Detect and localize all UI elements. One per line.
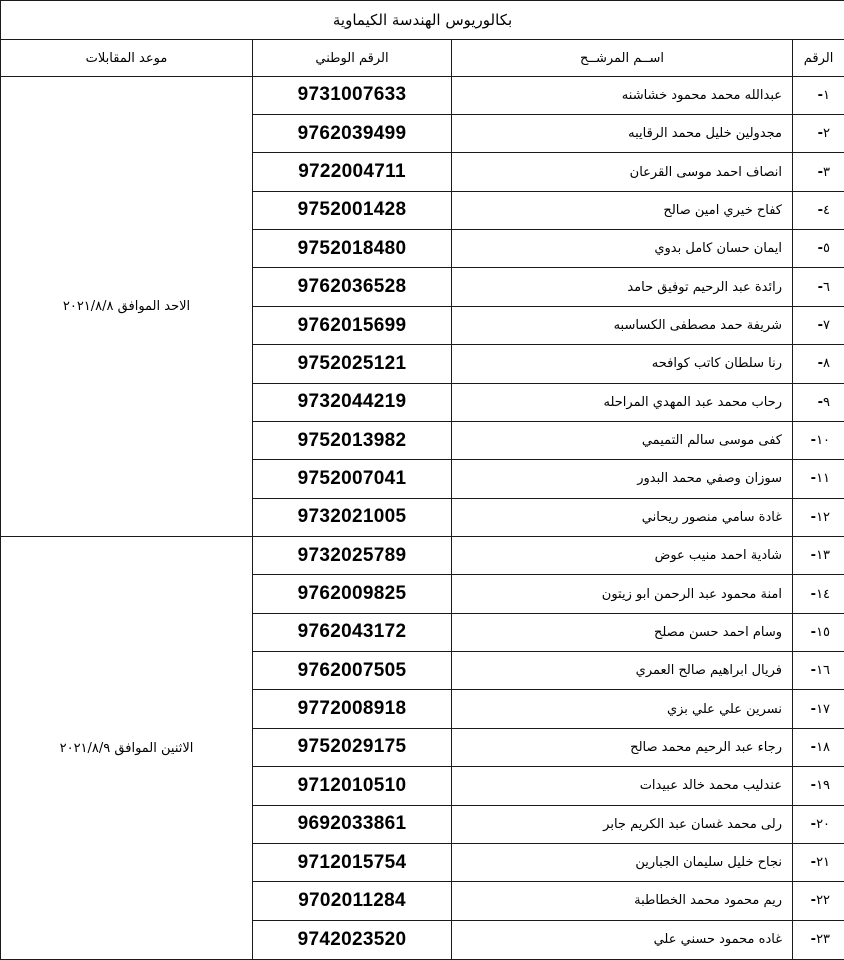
interview-date-cell: الاحد الموافق ٢٠٢١/٨/٨: [1, 76, 253, 536]
candidate-name-cell: عندليب محمد خالد عبيدات: [452, 767, 793, 805]
row-number-dash: -: [810, 739, 817, 755]
row-number-cell: [793, 421, 844, 459]
row-number-cell: [793, 383, 844, 421]
row-number: ٨: [823, 356, 831, 372]
candidate-name-cell: رلى محمد غسان عبد الكريم جابر: [452, 805, 793, 843]
row-number: ٩: [823, 394, 831, 410]
row-number-dash: -: [817, 202, 824, 218]
national-id-cell: 9752025121: [253, 345, 452, 383]
row-number-cell: [793, 537, 844, 575]
national-id-cell: 9752007041: [253, 460, 452, 498]
row-number-cell: [793, 575, 844, 613]
row-number-cell: [793, 115, 844, 153]
row-number-cell: [793, 805, 844, 843]
row-number-dash: -: [810, 663, 817, 679]
row-number-dash: -: [810, 586, 817, 602]
row-number: ٣: [823, 164, 831, 180]
candidate-name-cell: سوزان وصفي محمد البدور: [452, 460, 793, 498]
national-id-cell: 9712015754: [253, 843, 452, 881]
row-number: ٢١: [816, 855, 831, 871]
row-number: ٧: [823, 318, 831, 334]
row-number: ١٩: [816, 778, 831, 794]
row-number-cell: [793, 230, 844, 268]
header-national-id: الرقم الوطني: [253, 40, 452, 76]
title-row: [1, 1, 844, 40]
national-id-cell: 9752018480: [253, 230, 452, 268]
candidate-name-cell: رائدة عبد الرحيم توفيق حامد: [452, 268, 793, 306]
row-number-dash: -: [817, 356, 824, 372]
row-number-cell: [793, 920, 844, 959]
row-number-cell: [793, 306, 844, 344]
table-row: [1, 76, 844, 114]
candidate-name-cell: امنة محمود عبد الرحمن ابو زيتون: [452, 575, 793, 613]
row-number-dash: -: [810, 509, 817, 525]
row-number-cell: [793, 690, 844, 728]
table-row: [1, 537, 844, 575]
candidate-name-cell: شريفة حمد مصطفى الكساسبه: [452, 306, 793, 344]
row-number-dash: -: [817, 126, 824, 142]
candidate-name-cell: رنا سلطان كاتب كوافحه: [452, 345, 793, 383]
candidate-name-cell: غاده محمود حسني علي: [452, 920, 793, 959]
row-number-cell: [793, 345, 844, 383]
row-number-cell: [793, 153, 844, 191]
candidate-name-cell: ريم محمود محمد الخطاطبة: [452, 882, 793, 920]
national-id-cell: 9732044219: [253, 383, 452, 421]
row-number-dash: -: [817, 164, 824, 180]
row-number-cell: [793, 268, 844, 306]
row-number-dash: -: [817, 279, 824, 295]
row-number: ٢٣: [816, 932, 831, 948]
interview-date-cell: الاثنين الموافق ٢٠٢١/٨/٩: [1, 537, 253, 960]
row-number-cell: [793, 652, 844, 690]
national-id-cell: 9742023520: [253, 920, 452, 959]
candidate-name-cell: ايمان حسان كامل بدوي: [452, 230, 793, 268]
table-title: بكالوريوس الهندسة الكيماوية: [1, 1, 844, 40]
national-id-cell: 9732025789: [253, 537, 452, 575]
row-number-dash: -: [810, 778, 817, 794]
row-number: ٥: [823, 241, 831, 257]
row-number-dash: -: [810, 701, 817, 717]
national-id-cell: 9762015699: [253, 306, 452, 344]
row-number: ٢: [823, 126, 831, 142]
row-number: ١١: [816, 471, 831, 487]
row-number-dash: -: [817, 87, 824, 103]
header-interview-date: موعد المقابلات: [1, 40, 253, 76]
row-number: ١٥: [816, 624, 831, 640]
national-id-cell: 9731007633: [253, 76, 452, 114]
header-row: [1, 40, 844, 76]
row-number-cell: [793, 76, 844, 114]
national-id-cell: 9732021005: [253, 498, 452, 536]
row-number: ٦: [823, 279, 831, 295]
row-number: ١٤: [816, 586, 831, 602]
row-number-cell: [793, 460, 844, 498]
row-number: ١٨: [816, 739, 831, 755]
row-number: ١: [823, 87, 831, 103]
row-number: ١٦: [816, 663, 831, 679]
candidate-name-cell: وسام احمد حسن مصلح: [452, 613, 793, 651]
national-id-cell: 9752001428: [253, 191, 452, 229]
candidate-name-cell: كفى موسى سالم التميمي: [452, 421, 793, 459]
national-id-cell: 9752029175: [253, 728, 452, 766]
row-number-dash: -: [817, 394, 824, 410]
row-number-dash: -: [810, 932, 817, 948]
row-number-cell: [793, 613, 844, 651]
national-id-cell: 9762009825: [253, 575, 452, 613]
row-number-dash: -: [810, 893, 817, 909]
national-id-cell: 9762043172: [253, 613, 452, 651]
row-number-dash: -: [810, 548, 817, 564]
national-id-cell: 9752013982: [253, 421, 452, 459]
national-id-cell: 9712010510: [253, 767, 452, 805]
row-number: ١٠: [816, 433, 831, 449]
row-number-dash: -: [810, 816, 817, 832]
candidate-name-cell: كفاح خيري امين صالح: [452, 191, 793, 229]
header-candidate-name: اســم المرشــح: [452, 40, 793, 76]
candidate-name-cell: انصاف احمد موسى القرعان: [452, 153, 793, 191]
row-number-cell: [793, 498, 844, 536]
row-number: ٢٢: [816, 893, 831, 909]
row-number: ٢٠: [816, 816, 831, 832]
header-number: الرقم: [793, 40, 844, 76]
national-id-cell: 9762039499: [253, 115, 452, 153]
row-number-cell: [793, 843, 844, 881]
candidate-name-cell: نسرين علي علي بزي: [452, 690, 793, 728]
candidate-name-cell: فريال ابراهيم صالح العمري: [452, 652, 793, 690]
row-number-cell: [793, 191, 844, 229]
row-number: ١٧: [816, 701, 831, 717]
national-id-cell: 9762036528: [253, 268, 452, 306]
national-id-cell: 9722004711: [253, 153, 452, 191]
row-number-cell: [793, 728, 844, 766]
national-id-cell: 9772008918: [253, 690, 452, 728]
candidate-name-cell: عبدالله محمد محمود خشاشنه: [452, 76, 793, 114]
row-number-cell: [793, 882, 844, 920]
candidate-name-cell: رجاء عبد الرحيم محمد صالح: [452, 728, 793, 766]
candidate-name-cell: غادة سامي منصور ريحاني: [452, 498, 793, 536]
national-id-cell: 9692033861: [253, 805, 452, 843]
row-number: ٤: [823, 202, 831, 218]
candidate-name-cell: مجدولين خليل محمد الرقايبه: [452, 115, 793, 153]
candidate-name-cell: شادية احمد منيب عوض: [452, 537, 793, 575]
national-id-cell: 9762007505: [253, 652, 452, 690]
row-number-dash: -: [817, 241, 824, 257]
row-number: ١٢: [816, 509, 831, 525]
row-number: ١٣: [816, 548, 831, 564]
candidate-name-cell: نجاح خليل سليمان الجبارين: [452, 843, 793, 881]
candidate-name-cell: رحاب محمد عبد المهدي المراحله: [452, 383, 793, 421]
row-number-dash: -: [810, 433, 817, 449]
row-number-dash: -: [810, 471, 817, 487]
row-number-dash: -: [810, 624, 817, 640]
row-number-cell: [793, 767, 844, 805]
row-number-dash: -: [810, 855, 817, 871]
row-number-dash: -: [817, 318, 824, 334]
national-id-cell: 9702011284: [253, 882, 452, 920]
